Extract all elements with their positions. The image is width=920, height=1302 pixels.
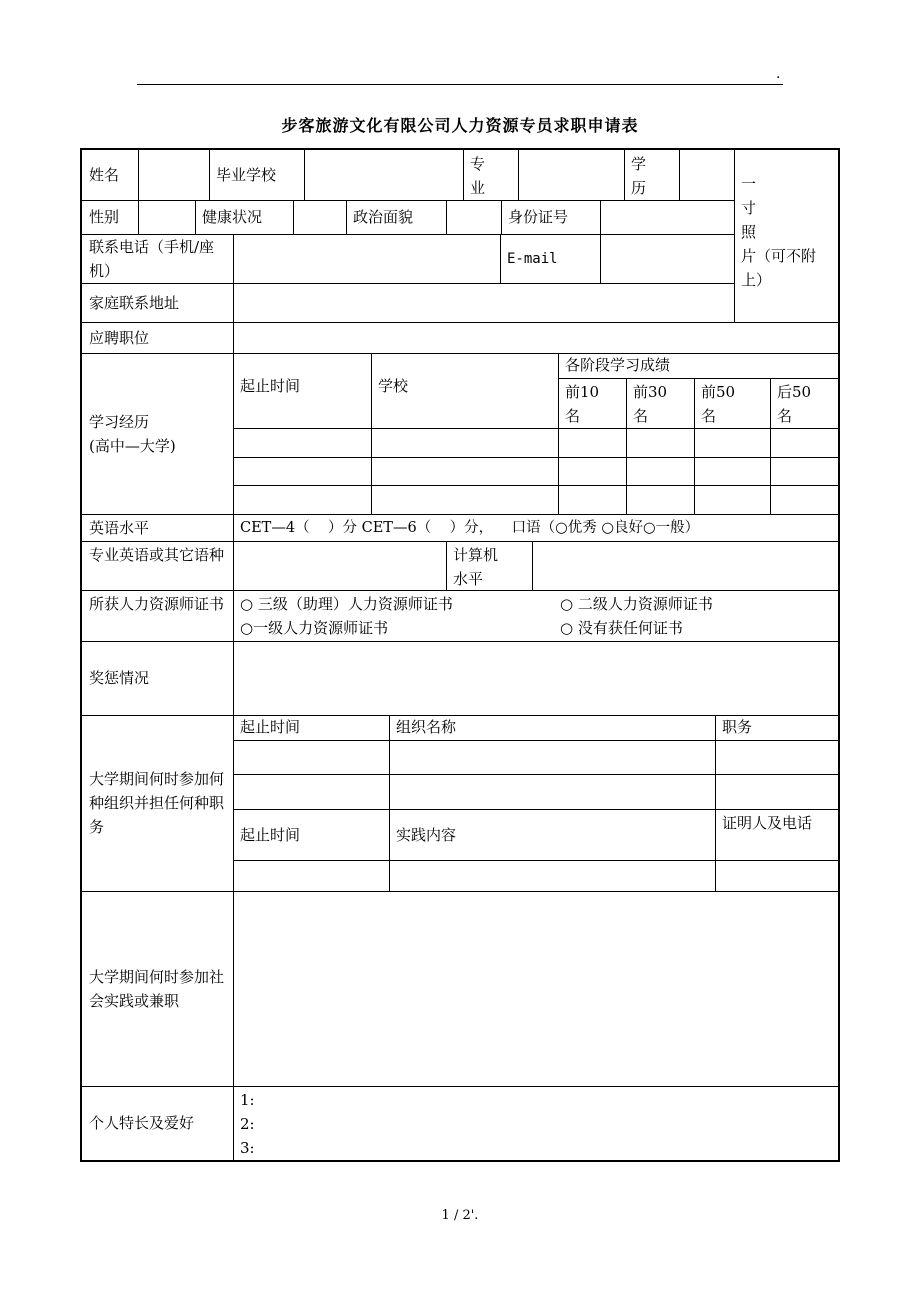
page-number: 1 / 2'. (441, 1208, 479, 1223)
school-field[interactable] (304, 150, 463, 200)
gender-field[interactable] (138, 200, 195, 234)
label-awards: 奖惩情况 (89, 669, 150, 687)
col-top50: 前50 名 (701, 383, 736, 425)
col-practice-content: 实践内容 (396, 825, 457, 844)
cert-option-level2[interactable]: ○ 二级人力资源师证书 (560, 595, 713, 613)
form-title: 步客旅游文化有限公司人力资源专员求职申请表 (281, 116, 639, 135)
col-grades-header: 各阶段学习成绩 (565, 356, 671, 374)
other-language-field[interactable] (233, 541, 446, 590)
address-field[interactable] (233, 283, 734, 322)
col-org-role: 职务 (722, 718, 753, 736)
id-number-field[interactable] (600, 200, 734, 234)
label-hobbies: 个人特长及爱好 (89, 1114, 195, 1132)
col-school: 学校 (378, 377, 409, 395)
col-top30: 前30 名 (633, 383, 668, 425)
education-field[interactable] (679, 150, 734, 200)
label-org-section: 大学期间何时参加何种组织并担任何种职务 (89, 770, 225, 836)
label-email: E-mail (507, 250, 558, 267)
label-other-language: 专业英语或其它语种 (89, 546, 225, 564)
label-computer: 计算机 水平 (453, 546, 499, 588)
label-certificate: 所获人力资源师证书 (89, 595, 225, 613)
cert-option-level3[interactable]: ○ 三级（助理）人力资源师证书 (240, 595, 453, 613)
label-id-number: 身份证号 (508, 208, 569, 226)
phone-field[interactable] (233, 234, 500, 283)
cert-option-none[interactable]: ○ 没有获任何证书 (560, 619, 683, 637)
label-social-section: 大学期间何时参加社会实践或兼职 (89, 967, 225, 1010)
label-health: 健康状况 (202, 208, 263, 226)
hobby-line-3[interactable]: 3: (240, 1139, 255, 1157)
application-form (80, 148, 840, 1162)
col-period: 起止时间 (240, 377, 301, 395)
position-field[interactable] (233, 322, 838, 353)
label-name: 姓名 (89, 166, 120, 184)
col-org-name: 组织名称 (396, 718, 457, 736)
social-practice-field[interactable] (233, 891, 838, 1086)
political-field[interactable] (446, 200, 501, 234)
label-gender: 性别 (89, 208, 120, 226)
hobby-line-2[interactable]: 2: (240, 1115, 255, 1133)
photo-area[interactable]: 一 寸 照 片（可不附上） (741, 175, 817, 289)
name-field[interactable] (138, 150, 209, 200)
label-major: 专 业 (470, 155, 486, 197)
computer-field[interactable] (532, 541, 838, 590)
col-org-period: 起止时间 (240, 718, 301, 736)
label-education: 学 历 (631, 155, 647, 197)
label-address: 家庭联系地址 (89, 293, 180, 312)
major-field[interactable] (518, 150, 624, 200)
label-school: 毕业学校 (216, 166, 277, 184)
col-practice-period: 起止时间 (240, 825, 301, 844)
label-study-history: 学习经历 (高中—大学) (89, 412, 176, 455)
label-political: 政治面貌 (353, 208, 414, 226)
awards-field[interactable] (233, 641, 838, 715)
header-dot: . (776, 66, 781, 82)
cert-option-level1[interactable]: ○一级人力资源师证书 (240, 619, 389, 637)
health-field[interactable] (293, 200, 346, 234)
english-options[interactable]: CET—4（ ）分 CET—6（ ）分， 口语（○优秀 ○良好○一般） (240, 519, 700, 536)
label-english: 英语水平 (89, 518, 150, 537)
header-rule (137, 84, 783, 85)
col-witness: 证明人及电话 (722, 814, 813, 832)
col-top10: 前10 名 (565, 383, 600, 425)
col-bottom50: 后50 名 (777, 383, 812, 425)
email-field[interactable] (600, 234, 734, 283)
label-position: 应聘职位 (89, 328, 150, 347)
label-phone: 联系电话（手机/座机） (89, 237, 215, 280)
hobby-line-1[interactable]: 1: (240, 1091, 255, 1109)
